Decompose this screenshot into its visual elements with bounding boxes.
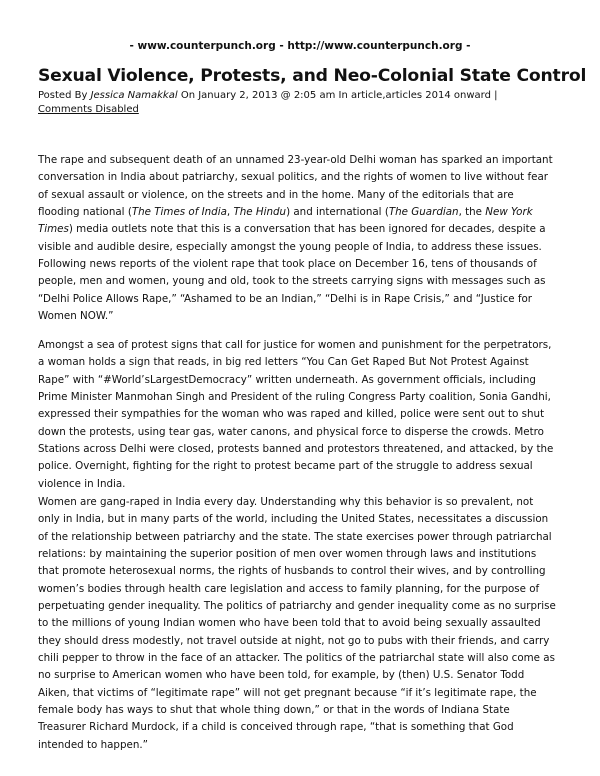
- italic-text: The Guardian: [388, 206, 459, 219]
- italic-text: The Hindu: [233, 206, 287, 219]
- text-segment: Stations across Delhi were closed, protests banned and protestors threatened, and attacked, by the: [38, 443, 554, 456]
- text-line: [38, 615, 578, 632]
- article-meta: [38, 89, 498, 117]
- text-line: [38, 204, 578, 221]
- text-segment: no surprise to American women who have been told, for example, by (then) U.S. Senator Todd: [38, 669, 525, 682]
- text-line: [38, 633, 578, 650]
- text-line: [38, 458, 578, 475]
- text-line: [38, 291, 578, 308]
- text-segment: female body has ways to shut that whole thing down,” or that in the words of Indiana State: [38, 704, 510, 717]
- text-line: [38, 424, 578, 441]
- text-line: [38, 152, 578, 169]
- text-segment: Prime Minister Manmohan Singh and President of the ruling Congress Party coalition, Sonia Gandhi,: [38, 391, 551, 404]
- text-segment: ) media outlets note that this is a conversation that has been ignored for decades, despite a: [68, 223, 546, 236]
- text-line: [38, 563, 578, 580]
- text-segment: Rape” with “#World’sLargestDemocracy” written underneath. As government officials, including: [38, 373, 536, 386]
- paragraph-3: [38, 494, 578, 754]
- text-segment: Aiken, that victims of “legitimate rape” will not get pregnant because “if it’s legitimate rape, the: [38, 686, 537, 699]
- text-line: [38, 169, 578, 186]
- text-segment: only in India, but in many parts of the world, including the United States, necessitates a discussion: [38, 513, 549, 526]
- text-line: [38, 337, 578, 354]
- text-line: [38, 702, 578, 719]
- text-line: [38, 406, 578, 423]
- text-segment: of sexual assault or violence, on the streets and in the home. Many of the editorials that are: [38, 188, 514, 201]
- text-segment: violence in India.: [38, 477, 126, 490]
- site-header: - www.counterpunch.org - http://www.counterpunch.org -: [129, 40, 471, 52]
- text-segment: police. Overnight, fighting for the right to protest became part of the struggle to address sexual: [38, 460, 533, 473]
- italic-text: The Times of India: [131, 206, 227, 219]
- text-line: [38, 494, 578, 511]
- text-segment: down the protests, using tear gas, water canons, and physical force to disperse the crowds. Metro: [38, 425, 544, 438]
- italic-text: New York: [485, 206, 533, 219]
- text-line: [38, 719, 578, 736]
- text-line: [38, 354, 578, 371]
- text-segment: Women NOW.”: [38, 310, 114, 323]
- text-segment: relations: by maintaining the superior position of men over women through laws and institutions: [38, 548, 537, 561]
- text-segment: , the: [458, 206, 486, 219]
- text-segment: Amongst a sea of protest signs that call for justice for women and punishment for the perpetrators,: [38, 339, 552, 351]
- text-line: [38, 650, 578, 667]
- italic-text: Times: [38, 223, 69, 236]
- text-segment: flooding national (: [38, 206, 132, 219]
- text-segment: ) and international (: [286, 206, 389, 219]
- text-segment: that promote heterosexual norms, the rights of husbands to control their wives, and by controlling: [38, 565, 546, 578]
- text-segment: conversation in India about patriarchy, sexual politics, and the rights of women to live without fear: [38, 171, 548, 184]
- text-segment: The rape and subsequent death of an unnamed 23-year-old Delhi woman has sparked an important: [38, 154, 553, 166]
- text-line: [38, 239, 578, 256]
- text-line: [38, 511, 578, 528]
- text-segment: chili pepper to throw in the face of an attacker. The politics of the patriarchal state will also come as: [38, 652, 555, 665]
- text-segment: Treasurer Richard Murdock, if a child is conceived through rape, “that is something that God: [38, 721, 514, 734]
- text-line: [38, 546, 578, 563]
- text-line: [38, 308, 578, 325]
- text-line: [38, 598, 578, 615]
- text-line: [38, 221, 578, 238]
- posted-by-label: Posted By: [38, 90, 91, 101]
- text-segment: intended to happen.”: [38, 738, 148, 751]
- text-segment: they should dress modestly, not travel outside at night, not go to pubs with their friends, and carry: [38, 634, 550, 647]
- text-segment: of the relationship between patriarchy and the state. The state exercises power through patriarchal: [38, 530, 552, 543]
- text-segment: to the millions of young Indian women who have been told that to avoid being sexually assaulted: [38, 617, 541, 630]
- text-segment: ,: [226, 206, 234, 219]
- article-title: Sexual Violence, Protests, and Neo-Colonial State Control: [38, 66, 587, 86]
- comments-link[interactable]: Comments Disabled: [38, 104, 139, 115]
- paragraph-2: [38, 337, 578, 493]
- author-name: Jessica Namakkal: [90, 90, 178, 101]
- text-segment: Following news reports of the violent rape that took place on December 16, tens of thousands of: [38, 258, 537, 271]
- text-segment: women’s bodies through health care legislation and access to family planning, for the purpose of: [38, 582, 540, 595]
- text-segment: a woman holds a sign that reads, in big red letters “You Can Get Raped But Not Protest Against: [38, 356, 529, 369]
- text-line: [38, 529, 578, 546]
- paragraph-1: [38, 152, 578, 325]
- text-line: [38, 476, 578, 493]
- text-segment: perpetuating gender inequality. The politics of patriarchy and gender inequality come as no surprise: [38, 600, 556, 613]
- text-line: [38, 187, 578, 204]
- text-line: [38, 273, 578, 290]
- text-segment: “Delhi Police Allows Rape,” “Ashamed to be an Indian,” “Delhi is in Rape Crisis,” and “Justice for: [38, 292, 533, 305]
- text-line: [38, 389, 578, 406]
- text-segment: people, men and women, young and old, took to the streets carrying signs with messages such as: [38, 275, 546, 288]
- text-line: [38, 441, 578, 458]
- text-line: [38, 581, 578, 598]
- text-line: [38, 667, 578, 684]
- text-line: [38, 372, 578, 389]
- post-info: On January 2, 2013 @ 2:05 am In article,articles 2014 onward |: [177, 90, 498, 101]
- text-line: [38, 256, 578, 273]
- text-line: [38, 737, 578, 754]
- text-segment: expressed their sympathies for the woman who was raped and killed, police were sent out to shut: [38, 408, 545, 421]
- text-line: [38, 685, 578, 702]
- text-segment: Women are gang-raped in India every day. Understanding why this behavior is so prevalent, not: [38, 496, 534, 508]
- text-segment: visible and audible desire, especially amongst the young people of India, to address these issues.: [38, 240, 542, 253]
